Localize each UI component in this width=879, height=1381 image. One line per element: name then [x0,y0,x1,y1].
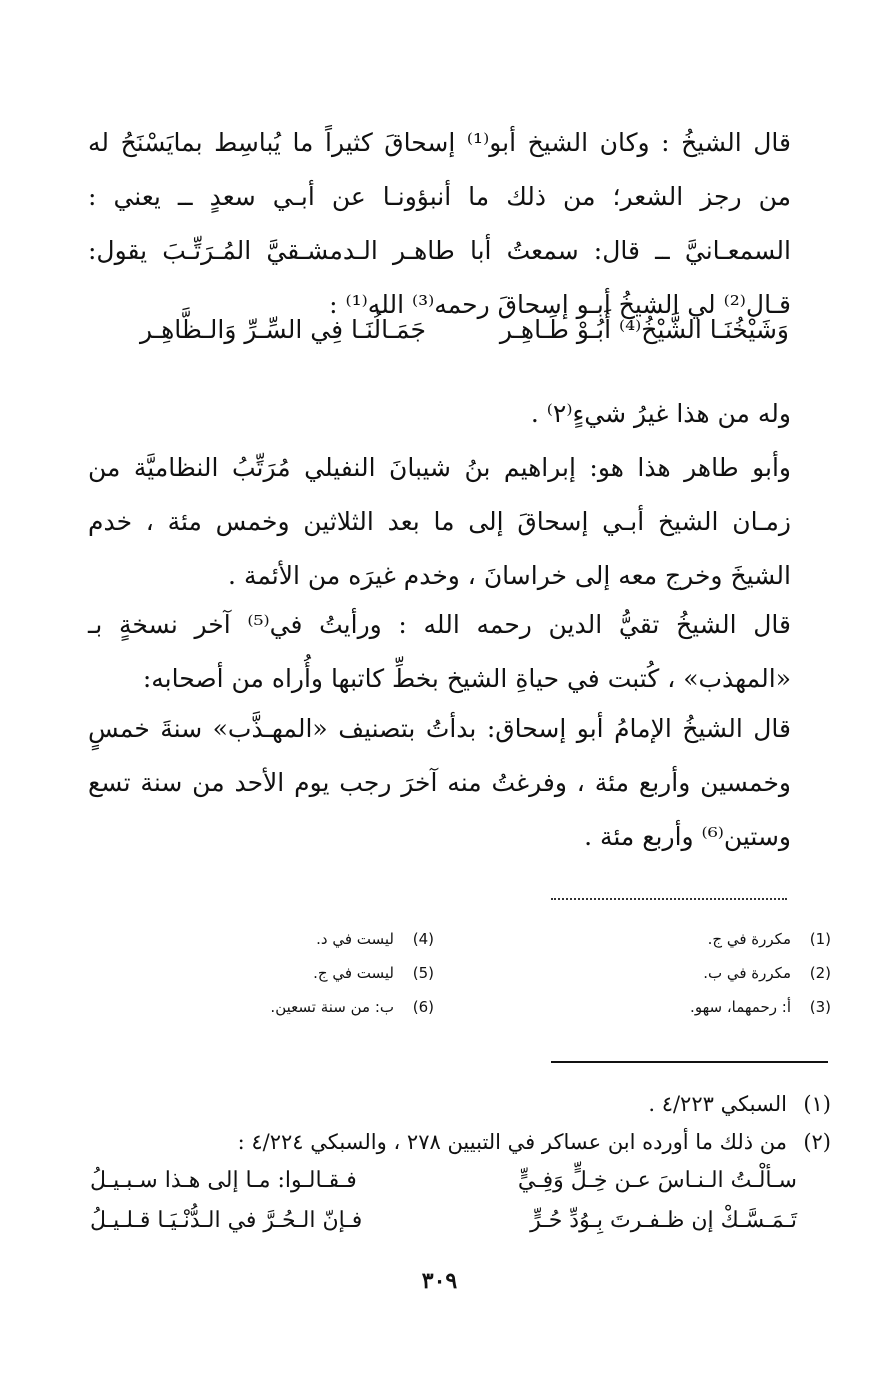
apparatus-note: (5)ليست في ج. [313,964,434,982]
editor-footnote: (٢)من ذلك ما أورده ابن عساكر في التبيين ٢٧٨ ، والسبكي ٤/٢٢٤ : [237,1130,831,1154]
footnote-separator [551,1061,828,1063]
apparatus-note: (6)ب: من سنة تسعين. [270,998,434,1016]
cited-verse [90,1162,797,1200]
cited-verse [90,1202,797,1240]
apparatus-note: (4)ليست في د. [316,930,434,948]
apparatus-note: (1)مكررة في ج. [707,930,831,948]
cited-verse-first-hemistich: سـألْـتُ الـنـاسَ عـن خِـلٍّ وَفِـيٍّ [517,1168,797,1193]
apparatus-right-column [531,922,831,1024]
paragraph-manuscript: قال الشيخُ تقيُّ الدين رحمه الله : ورأيتُ في⁽⁵⁾ آخر نسخةٍ بـ «المهذب» ، كُتبت في حياةِ الشيخ بخطِّ كاتبها وأُراه من أصحابه: [88,610,791,693]
apparatus-note: (3)أ: رحمهما، سهو. [690,998,831,1016]
paragraph-abu-tahir: وأبو طاهر هذا هو: إبراهيم بنُ شيبانَ النفيلي مُرَتِّبُ النظاميَّة من زمـان الشيخ أبـي إسحاقَ إلى ما بعد الثلاثين وخمس مئة ، خدم الشيخَ وخرج معه إلى خراسانَ ، وخدم غيرَه من الأئمة . [88,453,791,590]
verse-second-hemistich: جَمَـالُنَـا فِي السِّـرِّ وَالـظَّاهِـر [140,315,426,344]
verse-first-hemistich: وَشَيْخُنَـا الشَّيْخُ⁽⁴⁾ أَبُـوْ طَـاهِـر [499,315,789,344]
apparatus-separator [551,898,787,900]
cited-verse-second-hemistich: فـقـالـوا: مـا إلى هـذا سـبـيـلُ [90,1168,357,1193]
cited-verse-first-hemistich: تَـمَـسَّـكْ إن ظـفـرتَ بِـوُدِّ حُـرٍّ [530,1208,797,1233]
paragraph-muhadhdhab: قال الشيخُ الإمامُ أبو إسحاق: بدأتُ بتصنيف «المهـذَّب» سنةَ خمسٍ وخمسين وأربع مئة ، وفرغتُ منه آخرَ رجب يوم الأحد من سنة تسع وستين⁽⁶⁾ وأربع مئة . [88,714,791,851]
cited-verse-second-hemistich: فـإنّ الـحُـرَّ في الـدُّنْـيَـا قـلـيـلُ [90,1208,363,1233]
paragraph-intro: قال الشيخُ : وكان الشيخ أبو⁽¹⁾ إسحاقَ كثيراً ما يُباسِط بمايَسْنَحُ له من رجز الشعر؛ من ذلك ما أنبؤونـا عن أبـي سعدٍ ــ يعني : السمعـانيَّ ــ قال: سمعتُ أبا طاهـر الـدمشـقيَّ المُـرَتِّـبَ يقول: قـال⁽²⁾ لي الشيخُ أبـو إسحاقَ رحمه⁽³⁾ الله⁽¹⁾ : [88,128,791,319]
page-number: ٣٠٩ [421,1268,458,1294]
apparatus-left-column [134,922,434,1024]
paragraph-more: وله من هذا غيرُ شيءٍ⁽٢⁾ . [530,399,791,428]
poem-verse [140,315,789,365]
apparatus-note: (2)مكررة في ب. [703,964,831,982]
editor-footnote: (١)السبكي ٤/٢٢٣ . [648,1092,831,1116]
